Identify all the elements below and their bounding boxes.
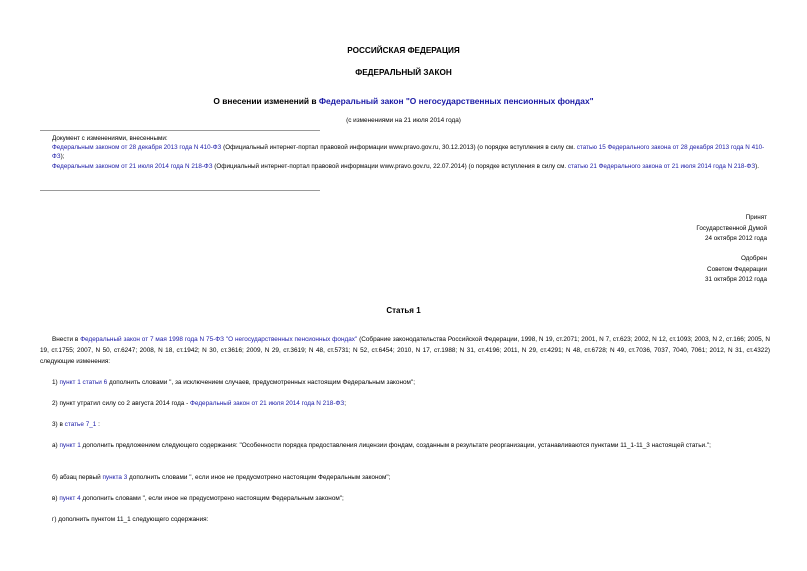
accepted-label: Принят (745, 214, 767, 221)
subparagraph-g (40, 514, 770, 525)
p1-link[interactable]: пункт 1 статьи 6 (59, 379, 108, 386)
amendment-article-link[interactable]: статью 21 Федерального закона от 21 июля 2014 года N 218-ФЗ (567, 162, 756, 170)
p2-text: 2) пункт утратил силу со 2 августа 2014 года - (52, 400, 191, 407)
document-type-heading: ФЕДЕРАЛЬНЫЙ ЗАКОН (355, 68, 452, 77)
accepted-body: Государственной Думой (696, 224, 767, 232)
paragraph-1 (40, 377, 770, 388)
note-bottom-divider (40, 190, 320, 191)
document-title (0, 96, 807, 106)
amendment-article-link[interactable]: статью 15 Федерального закона от 28 декабря 2013 года N 410-ФЗ (52, 144, 765, 161)
p1-text: дополнить словами ", за исключением случаев, предусмотренных настоящим Федеральным законом"; (107, 379, 415, 386)
approved-block (705, 254, 767, 286)
intro-rest: (Собрание законодательства Российской Федерации, 1998, N 19, ст.2071; 2001, N 7, ст.623; 2002, N 12, ст.1093; 2003, N 2, ст.166; 2005, N 19, ст.1755; 2007, N 50, ст.6247; 2008, N 18, ст.1942; N 30, ст.3616; 2009, N 29, ст.3619; N 48, ст.5731; N 52, ст.6454; 2010, N 17, ст.1988; N 31, ст.4196; 2011, N 29, ст.4291; N 48, ст.6728; N 49, ст.7036, 7037, 7040, 7061; 2012, N 31, ст.4322) следующие изменения: (40, 336, 770, 365)
accepted-date: 24 октября 2012 года (704, 235, 767, 242)
law-75-link[interactable]: Федеральный закон от 7 мая 1998 года N 75-ФЗ "О негосударственных пенсионных фондах" (80, 336, 358, 343)
article-heading: Статья 1 (386, 306, 421, 315)
note-top-divider (40, 130, 320, 131)
pa-text: дополнить предложением следующего содержания: "Особенности порядка предоставления лицензии фондам, созданным в результате реорганизации, устанавливаются пунктами 11_1-11_3 настоящей статьи."; (80, 442, 711, 449)
pv-link[interactable]: пункт 4 (59, 495, 81, 502)
pb-text: дополнить словами ", если иное не предусмотрено настоящим Федеральным законом"; (127, 474, 391, 481)
amendment-item (40, 143, 770, 161)
approved-body: Советом Федерации (707, 265, 767, 273)
paragraph-2 (40, 398, 770, 409)
amendment-law-link[interactable]: Федеральным законом от 21 июля 2014 года N 218-ФЗ (52, 162, 213, 170)
amendment-text: (Официальный интернет-портал правовой информации www.pravo.gov.ru, 22.07.2014) (о порядке вступления в силу см. (212, 162, 568, 170)
pg-text: г) дополнить пунктом 11_1 следующего содержания: (52, 516, 209, 523)
amendment-text: (Официальный интернет-портал правовой информации www.pravo.gov.ru, 30.12.2013) (о порядке вступления в силу см. (221, 144, 577, 152)
subparagraph-v (40, 493, 770, 504)
p1-pre: 1) (52, 379, 60, 386)
amendment-item (40, 162, 770, 171)
p2-link[interactable]: Федеральный закон от 21 июля 2014 года N 218-ФЗ (190, 400, 345, 407)
approved-label: Одобрен (740, 255, 767, 262)
subparagraph-a (40, 440, 770, 451)
pb-link[interactable]: пункта 3 (102, 474, 128, 481)
amendment-law-link[interactable]: Федеральным законом от 28 декабря 2013 года N 410-ФЗ (52, 144, 222, 152)
p3-tail: : (96, 421, 100, 428)
title-law-link[interactable]: Федеральный закон "О негосударственных пенсионных фондах" (318, 96, 594, 106)
pa-pre: а) (52, 442, 60, 449)
p2-tail: ; (344, 400, 346, 407)
p3-link[interactable]: статье 7_1 (64, 421, 97, 428)
amendment-tail: ); (60, 153, 65, 161)
pa-link[interactable]: пункт 1 (59, 442, 81, 449)
country-heading: РОССИЙСКАЯ ФЕДЕРАЦИЯ (347, 46, 460, 55)
intro-text: Внести в (52, 336, 81, 343)
pv-pre: в) (52, 495, 60, 502)
pb-pre: б) абзац первый (52, 474, 103, 481)
amendments-intro: Документ с изменениями, внесенными: (52, 135, 168, 142)
amendments-note (40, 134, 770, 171)
approved-date: 31 октября 2012 года (704, 276, 767, 283)
title-prefix: О внесении изменений в (213, 96, 319, 106)
pv-text: дополнить словами ", если иное не предусмотрено настоящим Федеральным законом"; (80, 495, 344, 502)
paragraph-3 (40, 419, 770, 430)
subparagraph-b (40, 472, 770, 483)
p3-pre: 3) в (52, 421, 65, 428)
article-intro (40, 334, 770, 367)
accepted-block (696, 213, 767, 245)
amendment-tail: ). (755, 162, 759, 170)
edition-note: (с изменениями на 21 июля 2014 года) (346, 117, 461, 124)
